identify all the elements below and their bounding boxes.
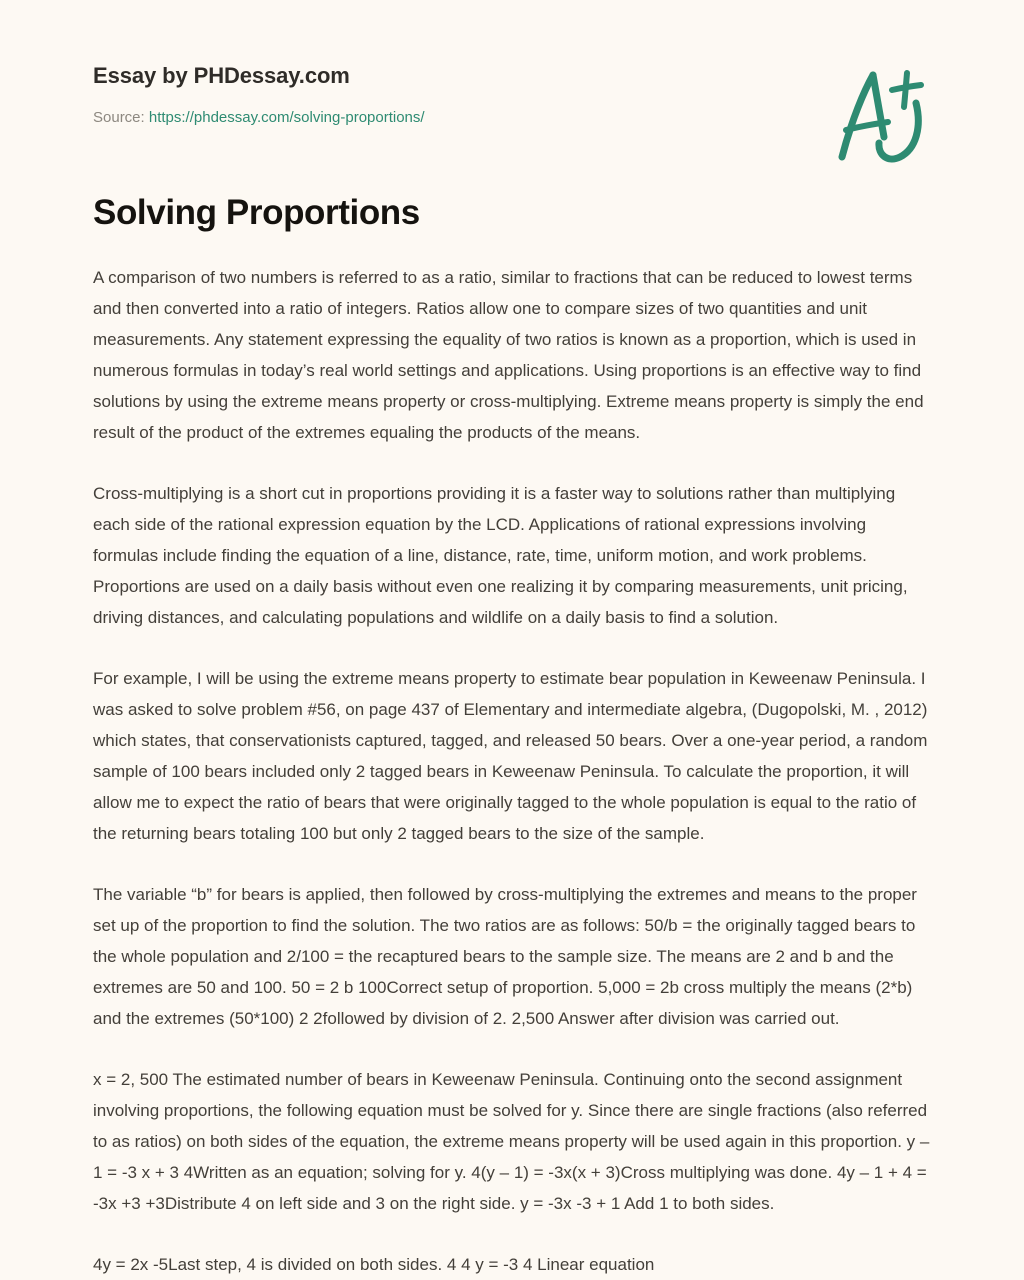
paragraph: x = 2, 500 The estimated number of bears in Keweenaw Peninsula. Continuing onto the second assignment involving proportions, the following equation must be solved for y. Since there are single fractions (also referred to as ratios) on both sides of the equation, the extreme means property will be used again in this proportion. y – 1 = -3 x + 3 4Written as an equation; solving for y. 4(y – 1) = -3x(x + 3)Cross multiplying was done. 4y – 1 + 4 = -3x +3 +3Distribute 4 on left side and 3 on the right side. y = -3x -3 + 1 Add 1 to both sides.: [93, 1070, 930, 1214]
paragraph: 4y = 2x -5Last step, 4 is divided on both sides. 4 4 y = -3 4 Linear equation: [93, 1255, 655, 1275]
page-header: [93, 0, 931, 126]
brand-title: Essay by PHDessay.com: [93, 63, 350, 88]
source-url-link[interactable]: https://phdessay.com/solving-proportions/: [148, 108, 425, 126]
essay-body: [93, 262, 931, 1280]
paragraph: The variable “b” for bears is applied, then followed by cross-multiplying the extremes and means to the proper set up of the proportion to find the solution. The two ratios are as follows: 50/b = the originally tagged bears to the whole population and 2/100 = the recaptured bears to the sample size. The means are 2 and b and the extremes are 50 and 100. 50 = 2 b 100Correct setup of proportion. 5,000 = 2b cross multiply the means (2*b) and the extremes (50*100) 2 2followed by division of 2. 2,500 Answer after division was carried out.: [93, 885, 917, 1029]
paragraph: Cross-multiplying is a short cut in proportions providing it is a faster way to solutions rather than multiplying each side of the rational expression equation by the LCD. Applications of rational expressions involving formulas include finding the equation of a line, distance, rate, time, uniform motion, and work problems. Proportions are used on a daily basis without even one realizing it by comparing measurements, unit pricing, driving distances, and calculating populations and wildlife on a daily basis to find a solution.: [93, 484, 908, 628]
page-title: Solving Proportions: [93, 193, 420, 232]
paragraph: A comparison of two numbers is referred to as a ratio, similar to fractions that can be reduced to lowest terms and then converted into a ratio of integers. Ratios allow one to compare sizes of two quantities and unit measurements. Any statement expressing the equality of two ratios is known as a proportion, which is used in numerous formulas in today’s real world settings and applications. Using proportions is an effective way to find solutions by using the extreme means property or cross-multiplying. Extreme means property is simply the end result of the product of the extremes equaling the products of the means.: [93, 268, 924, 443]
paragraph: For example, I will be using the extreme means property to estimate bear population in Keweenaw Peninsula. I was asked to solve problem #56, on page 437 of Elementary and intermediate algebra, (Dugopolski, M. , 2012) which states, that conservationists captured, tagged, and released 50 bears. Over a one-year period, a random sample of 100 bears included only 2 tagged bears in Keweenaw Peninsula. To calculate the proportion, it will allow me to expect the ratio of bears that were originally tagged to the whole population is equal to the ratio of the returning bears totaling 100 but only 2 tagged bears to the size of the sample.: [93, 669, 928, 844]
source-label: Source:: [93, 108, 145, 126]
source-line: [93, 108, 931, 128]
